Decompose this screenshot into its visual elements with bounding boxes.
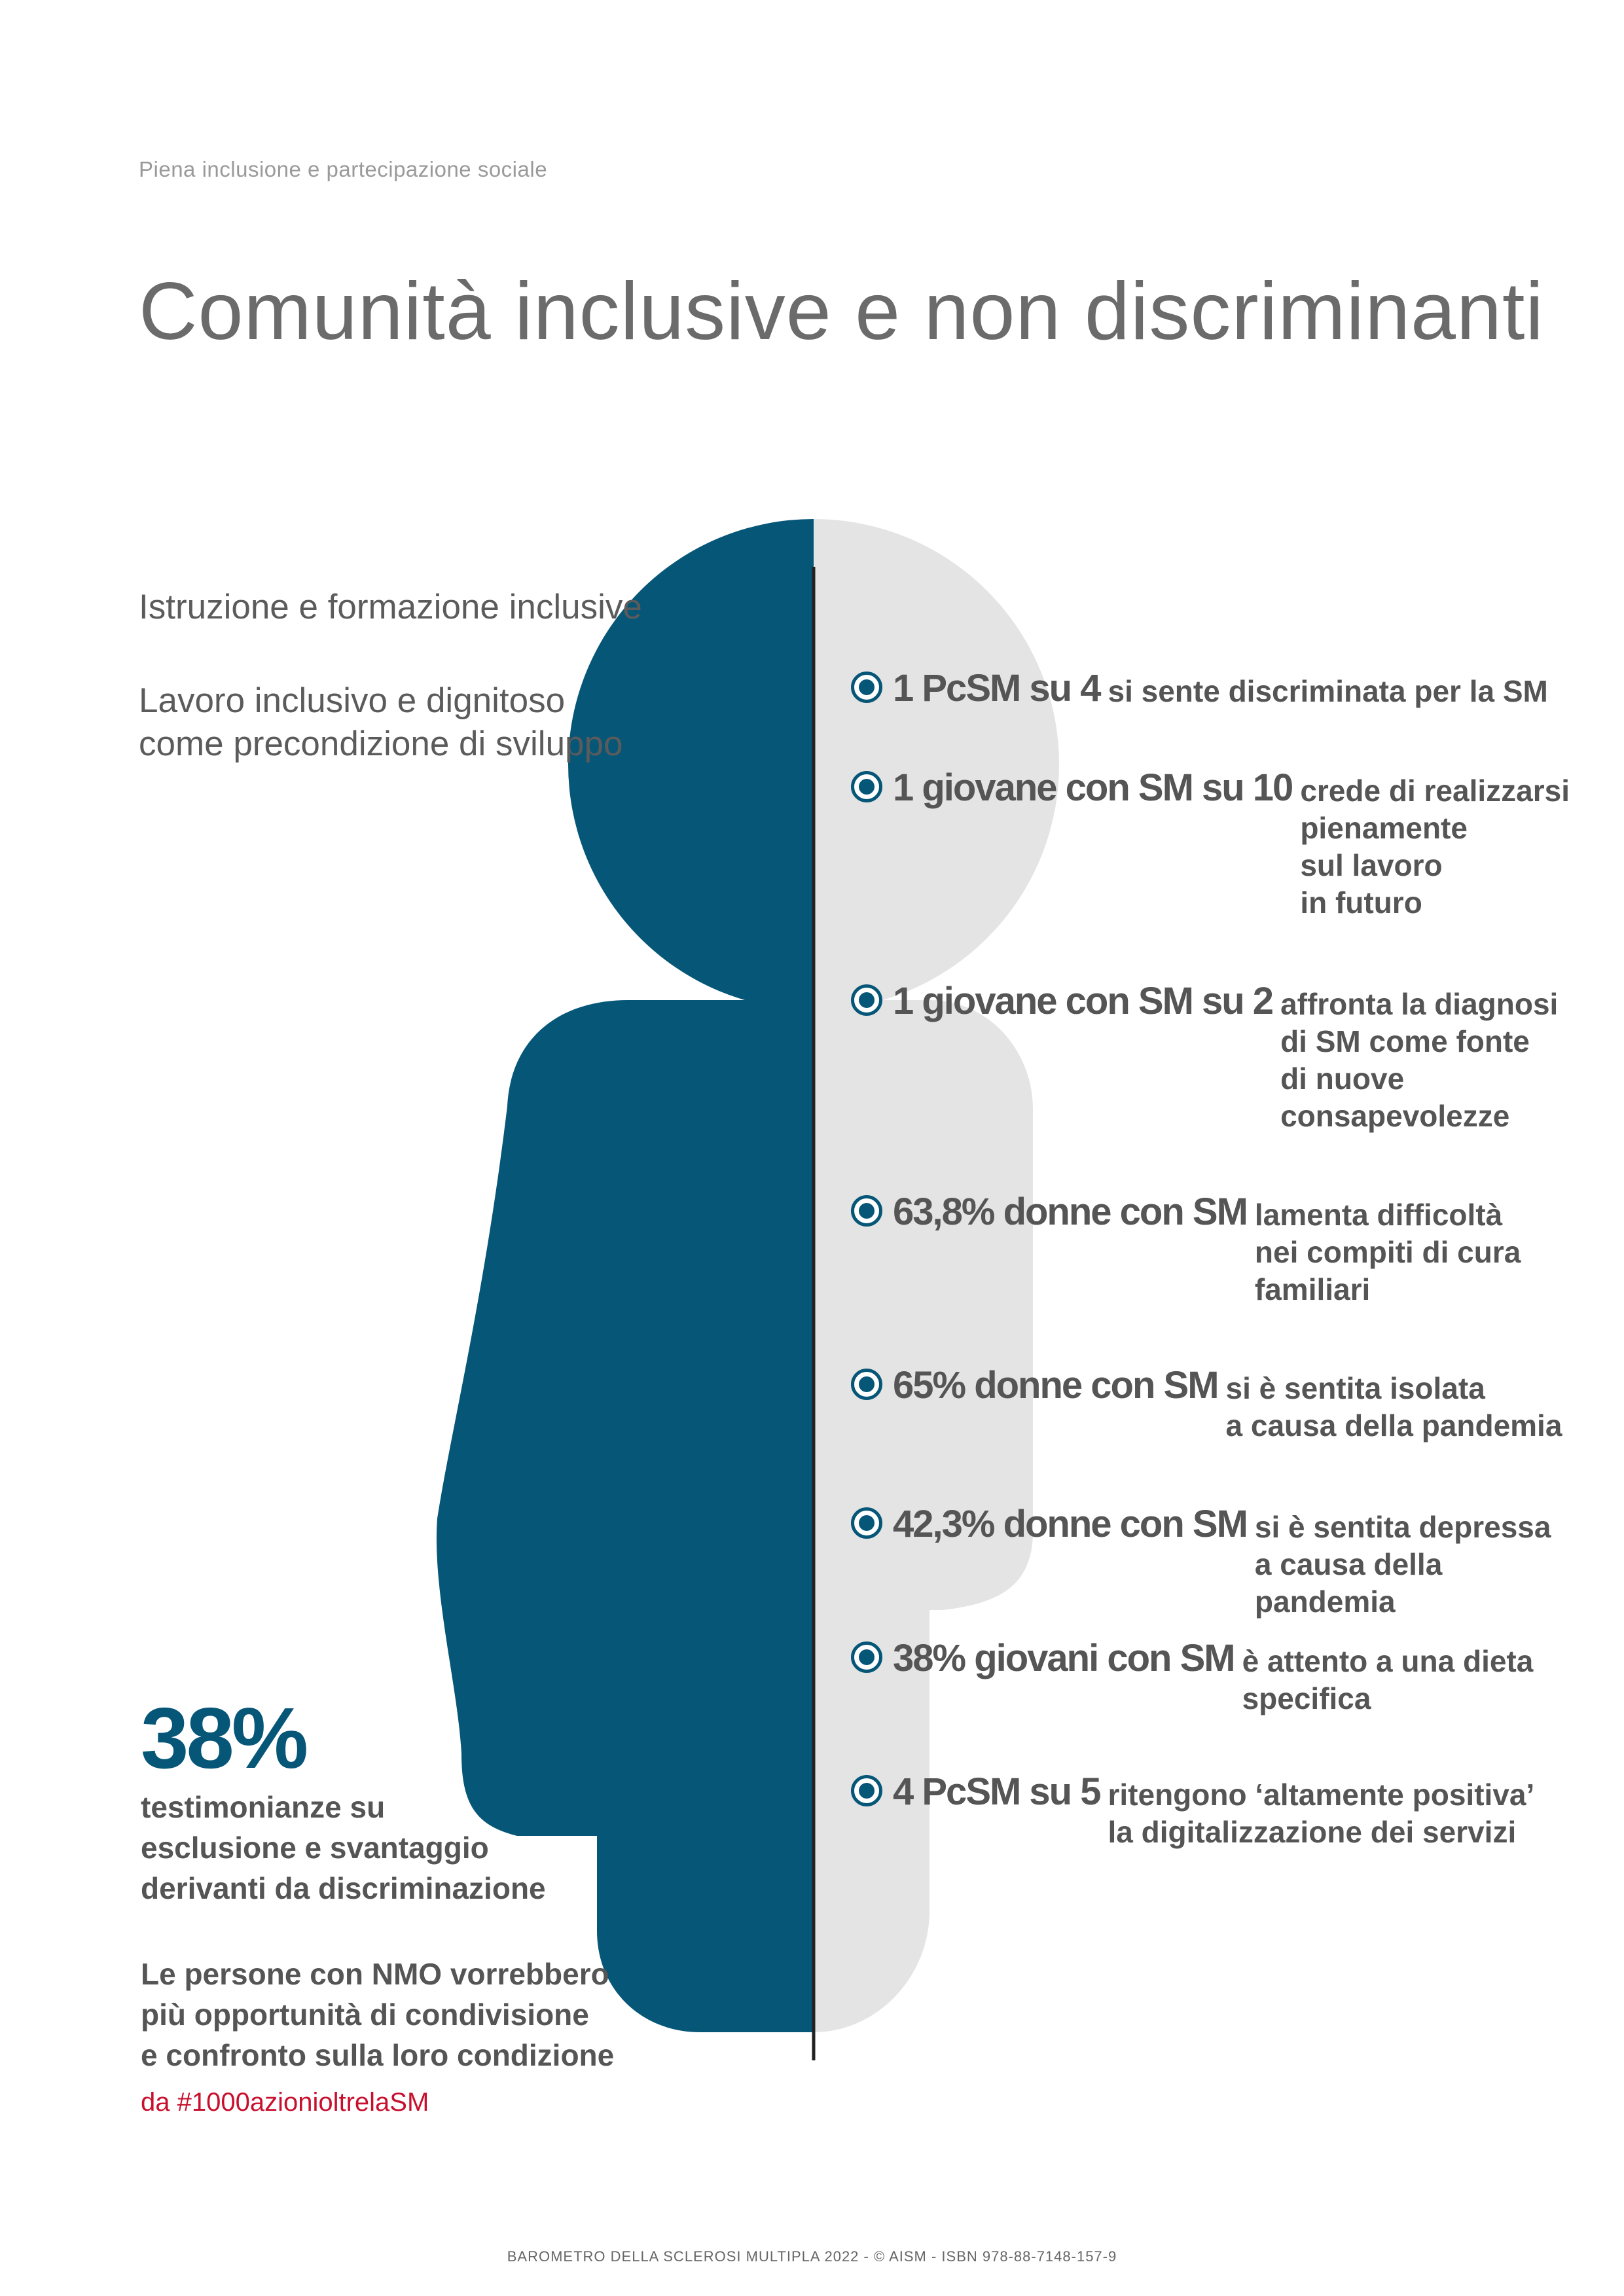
section-label: Piena inclusione e partecipazione sociale — [139, 157, 548, 181]
target-bullet-icon — [851, 771, 882, 802]
stat-item — [851, 1502, 1584, 1621]
stat-text: si è sentita depressa a causa della pandemia — [1254, 1510, 1551, 1619]
nmo-statement: Le persone con NMO vorrebbero più opportunità di condivisione e confronto sulla loro condizione — [141, 1957, 615, 2072]
heading-lavoro-line2: come precondizione di sviluppo — [139, 725, 623, 763]
heading-istruzione: Istruzione e formazione inclusive — [139, 588, 642, 626]
stat-text: affronta la diagnosi di SM come fonte di nuove consapevolezze — [1280, 987, 1559, 1133]
target-bullet-icon — [851, 1195, 882, 1227]
stat-item — [851, 1363, 1584, 1444]
percentage-description: testimonianze su esclusione e svantaggio derivanti da discriminazione — [141, 1790, 546, 1905]
stat-item — [851, 1636, 1584, 1717]
stat-highlight: 4 PcSM su 5 — [893, 1770, 1100, 1813]
target-bullet-icon — [851, 1369, 882, 1400]
stat-highlight: 1 giovane con SM su 2 — [893, 980, 1273, 1022]
big-percentage: 38% — [141, 1690, 306, 1786]
stat-text: crede di realizzarsi pienamente sul lavoro in futuro — [1300, 774, 1570, 920]
stat-highlight: 38% giovani con SM — [893, 1637, 1235, 1679]
stat-highlight: 1 PcSM su 4 — [893, 667, 1100, 709]
page-title: Comunità inclusive e non discriminanti — [139, 266, 1544, 357]
stat-text: è attento a una dieta specifica — [1242, 1644, 1534, 1715]
target-bullet-icon — [851, 1641, 882, 1673]
stat-item — [851, 1770, 1584, 1851]
stat-highlight: 42,3% donne con SM — [893, 1503, 1247, 1545]
stat-text: si è sentita isolata a causa della pandemia — [1225, 1371, 1562, 1443]
stat-item — [851, 979, 1584, 1135]
stat-text: si sente discriminata per la SM — [1108, 674, 1548, 708]
heading-lavoro-line1: Lavoro inclusivo e dignitoso — [139, 681, 566, 720]
stat-highlight: 63,8% donne con SM — [893, 1191, 1247, 1233]
target-bullet-icon — [851, 1507, 882, 1539]
page-footer: BAROMETRO DELLA SCLEROSI MULTIPLA 2022 - © AISM - ISBN 978-88-7148-157-9 — [507, 2248, 1117, 2265]
stat-text: ritengono ‘altamente positiva’ la digitalizzazione dei servizi — [1108, 1778, 1535, 1849]
stat-text: lamenta difficoltà nei compiti di cura familiari — [1254, 1198, 1521, 1306]
stat-highlight: 1 giovane con SM su 10 — [893, 766, 1293, 809]
stat-highlight: 65% donne con SM — [893, 1364, 1218, 1407]
target-bullet-icon — [851, 672, 882, 703]
hashtag-source: da #1000azionioltrelaSM — [141, 2088, 429, 2117]
target-bullet-icon — [851, 1775, 882, 1806]
stat-item — [851, 766, 1584, 922]
target-bullet-icon — [851, 984, 882, 1016]
stat-item — [851, 1190, 1584, 1308]
stat-item — [851, 666, 1584, 710]
